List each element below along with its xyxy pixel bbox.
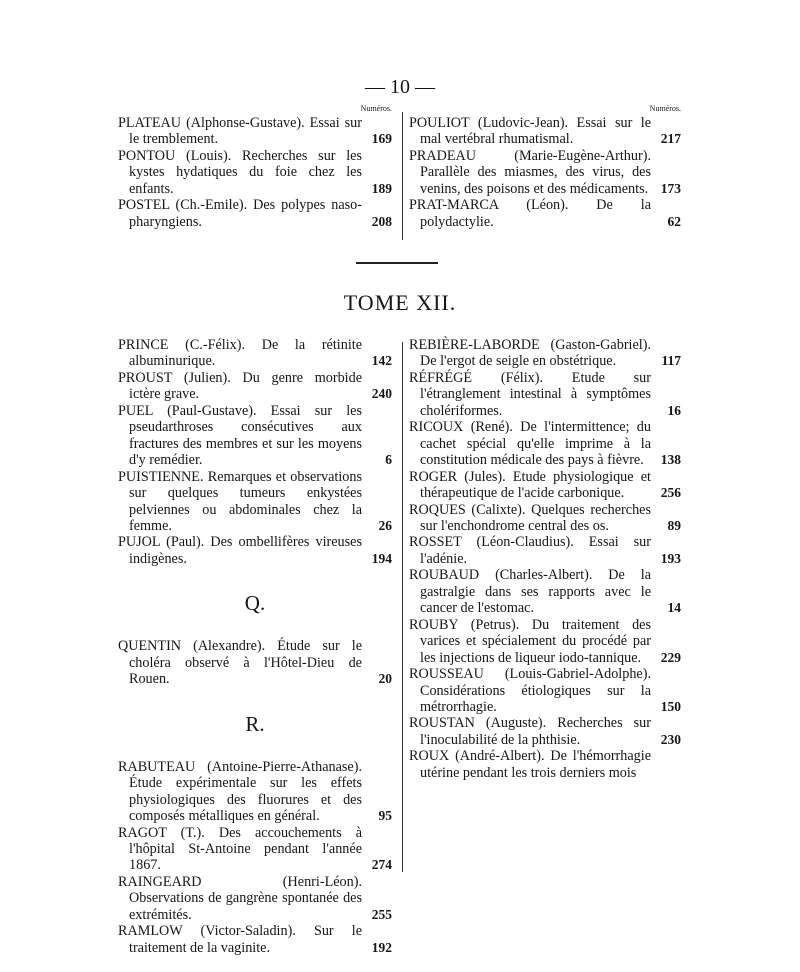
entry-number: 229 [660,649,681,665]
entry-number: 150 [660,698,681,714]
entry-number: 217 [660,131,681,147]
entry-text: PLATEAU (Alphonse-Gustave). Essai sur le tremblement. [118,115,362,148]
entry-text: ROUBY (Petrus). Du traitement des varices et spécialement du procédé par les injections de liqueur iodo-tannique. [409,616,651,666]
entry-number: 16 [667,402,681,418]
index-entry [118,370,392,403]
entry-text: POULIOT (Ludovic-Jean). Essai sur le mal vertébral rhumatismal. [409,115,651,148]
column-divider [402,112,403,240]
section-letter-r: R. [245,711,265,736]
entry-text: PUISTIENNE. Remarques et observations sur quelques tumeurs enkystées pelviennes ou abdominales chez la femme. [118,468,362,534]
column-divider [402,342,403,872]
entry-text: RÉFRÉGÉ (Félix). Etude sur l'étranglement intestinal à symptômes cholériformes. [409,369,651,419]
entry-number: 193 [660,550,681,566]
entry-number: 192 [371,939,392,955]
section-divider [356,262,438,264]
index-entry [409,419,681,468]
entry-text: REBIÈRE-LABORDE (Gaston-Gabriel). De l'ergot de seigle en obstétrique. [409,337,651,370]
entry-number: 142 [371,353,392,369]
index-entry [409,115,681,148]
index-entry [409,567,681,616]
index-entry [118,825,392,874]
index-entry [118,874,392,923]
numeros-label: Numéros. [360,104,392,113]
index-entry [118,534,392,567]
index-entry [118,115,392,148]
index-entry [118,759,392,825]
index-entry [118,923,392,956]
entry-text: RICOUX (René). De l'intermittence; du cachet spécial qu'elle imprime à la constitution médicale des pays à fièvre. [409,419,651,469]
entry-text: ROGER (Jules). Etude physiologique et thérapeutique de l'acide carbonique. [409,468,651,502]
entry-text: QUENTIN (Alexandre). Étude sur le choléra observé à l'Hôtel-Dieu de Rouen. [118,638,362,688]
top-left-column [118,103,392,230]
entry-text: RAINGEARD (Henri-Léon). Observations de gangrène spontanée des extrémités. [118,873,362,923]
tome-title: TOME XII. [343,290,457,315]
top-right-column [409,103,681,230]
entry-text: RABUTEAU (Antoine-Pierre-Athanase). Étude expérimentale sur les effets physiologiques des fluorures et des composés métalliques en général. [118,758,362,825]
entry-number: 274 [371,857,392,873]
index-entry [409,534,681,567]
entry-number: 208 [371,213,392,229]
entry-number: 14 [667,600,681,616]
section-letter-q: Q. [244,591,266,616]
index-entry [409,715,681,748]
entry-text: PROUST (Julien). Du genre morbide ictère grave. [118,369,362,403]
numeros-label: Numéros. [649,104,681,113]
index-entry [118,197,392,230]
entry-list [409,337,681,781]
index-entry [118,638,392,687]
index-entry [409,148,681,197]
entry-text: PRAT-MARCA (Léon). De la polydactylie. [409,197,651,230]
entry-text: POSTEL (Ch.-Emile). Des polypes naso-pharyngiens. [118,197,362,230]
entry-number: 255 [371,906,392,922]
index-entry [409,197,681,230]
entry-text: ROUBAUD (Charles-Albert). De la gastralgie dans ses rapports avec le cancer de l'estomac. [409,567,651,617]
entry-text: PRINCE (C.-Félix). De la rétinite albuminurique. [118,337,362,370]
index-entry [409,502,681,535]
index-entry [118,403,392,469]
entry-number: 26 [378,517,392,533]
bottom-left-column [118,337,392,956]
entry-text: ROUX (André-Albert). De l'hémorrhagie utérine pendant les trois derniers mois [409,748,651,781]
entry-text: ROSSET (Léon-Claudius). Essai sur l'adénie. [409,534,651,567]
entry-number: 230 [660,731,681,747]
entry-text: PRADEAU (Marie-Eugène-Arthur). Parallèle des miasmes, des virus, des venins, des poisons et des médicaments. [409,147,651,197]
index-entry [118,337,392,370]
entry-number: 95 [378,808,392,824]
entry-number: 89 [667,517,681,533]
entry-list [118,638,392,687]
entry-number: 256 [660,485,681,501]
index-entry [118,148,392,197]
entry-number: 62 [667,213,681,229]
index-entry [409,370,681,419]
entry-text: ROUSTAN (Auguste). Recherches sur l'inoculabilité de la phthisie. [409,715,651,748]
entry-number: 20 [378,671,392,687]
index-entry [409,469,681,502]
index-entry [409,337,681,370]
index-entry [409,617,681,666]
entry-list [118,337,392,567]
index-entry [409,748,681,781]
entry-text: ROQUES (Calixte). Quelques recherches sur l'enchondrome central des os. [409,501,651,534]
entry-text: ROUSSEAU (Louis-Gabriel-Adolphe). Considérations étiologiques sur la métrorrhagie. [409,666,651,715]
entry-list [118,115,392,230]
index-entry [118,469,392,535]
page-number: — 10 — [365,76,435,98]
entry-number: 117 [661,353,681,369]
entry-text: PUEL (Paul-Gustave). Essai sur les pseudarthroses consécutives aux fractures des membres et sur les moyens d'y remédier. [118,402,362,469]
entry-number: 169 [371,131,392,147]
entry-text: RAGOT (T.). Des accouchements à l'hôpital St-Antoine pendant l'année 1867. [118,824,362,874]
entry-text: RAMLOW (Victor-Saladin). Sur le traitement de la vaginite. [118,923,362,956]
entry-number: 194 [371,550,392,566]
entry-number: 189 [371,180,392,196]
bottom-right-column [409,337,681,781]
entry-number: 138 [660,452,681,468]
entry-number: 6 [385,452,392,468]
entry-text: PUJOL (Paul). Des ombellifères vireuses indigènes. [118,534,362,567]
entry-list [409,115,681,230]
entry-text: PONTOU (Louis). Recherches sur les kystes hydatiques du foie chez les enfants. [118,147,362,197]
entry-list [118,759,392,956]
index-entry [409,666,681,715]
entry-number: 173 [660,180,681,196]
entry-number: 240 [371,386,392,402]
